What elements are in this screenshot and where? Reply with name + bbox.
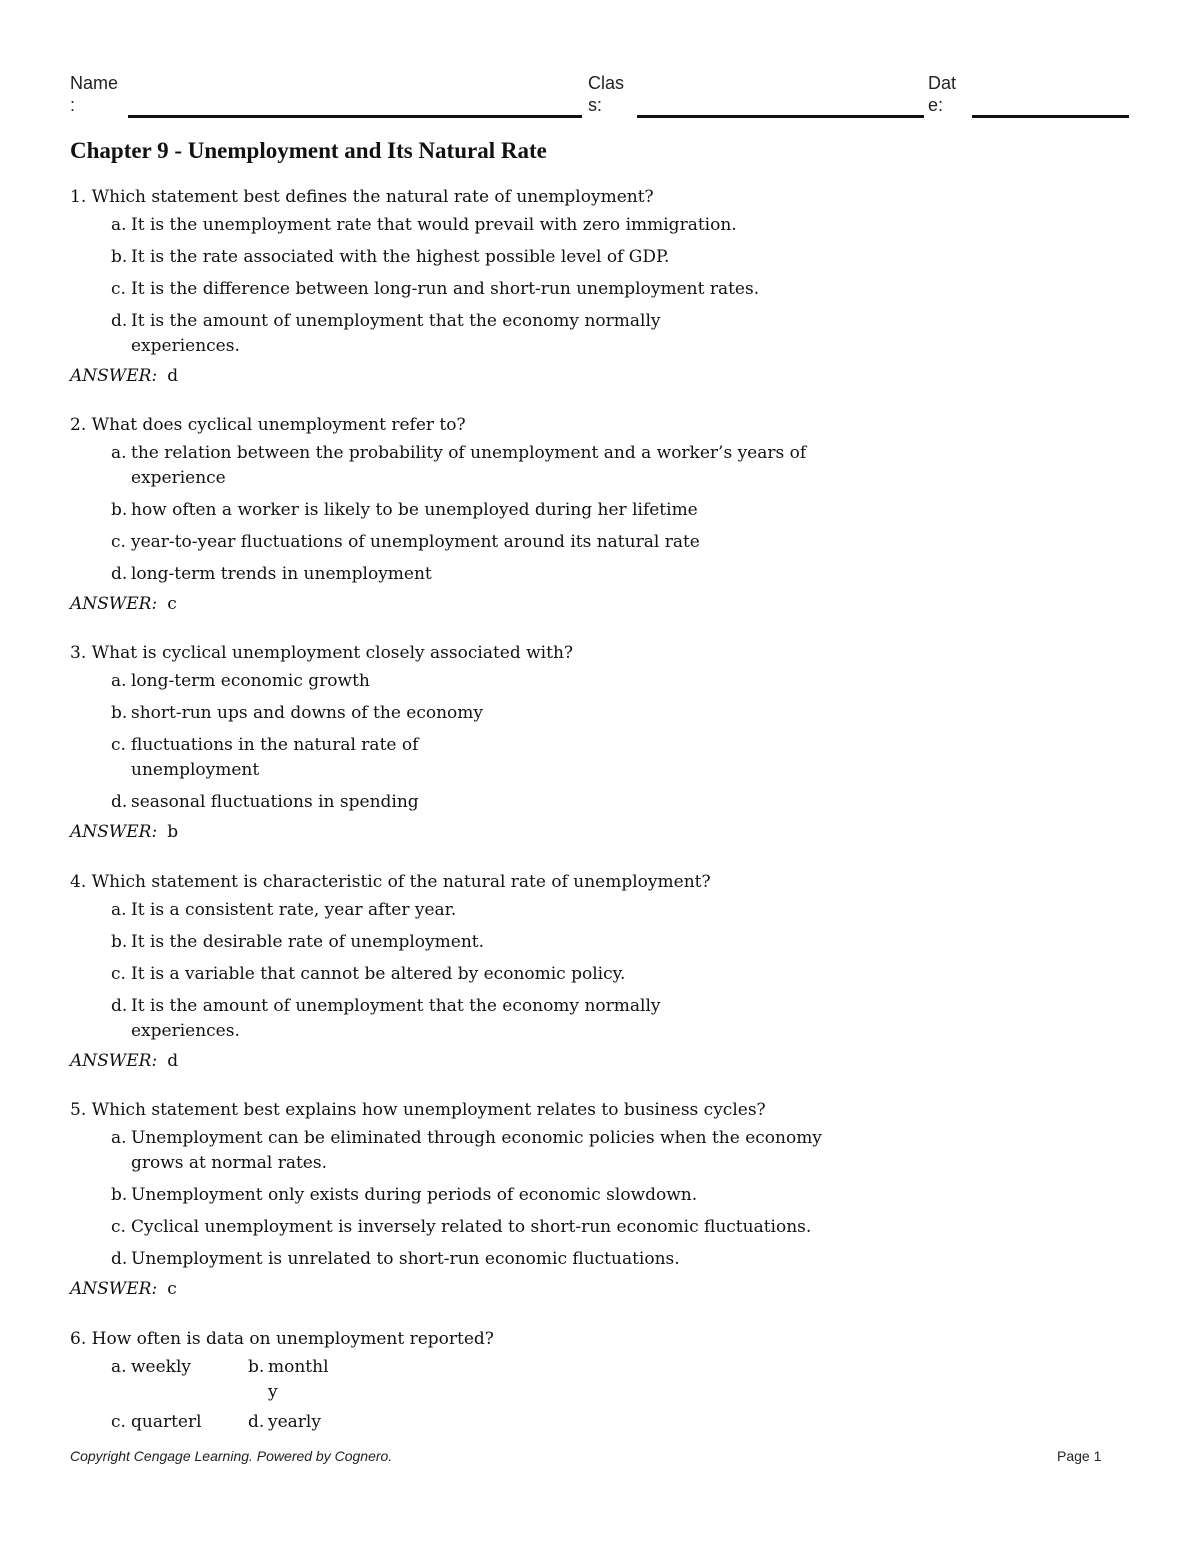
question-2 [70, 413, 970, 616]
option-b[interactable]: b. It is the rate associated with the highest possible level of GDP. [111, 247, 670, 267]
option-a[interactable]: a. weekly [111, 1357, 192, 1377]
answer-line: ANSWER: c [70, 1279, 177, 1299]
question-text: 3. What is cyclical unemployment closely associated with? [70, 643, 574, 663]
question-text: 4. Which statement is characteristic of the natural rate of unemployment? [70, 872, 711, 892]
class-label [588, 72, 624, 116]
option-c[interactable]: c. year-to-year fluctuations of unemployment around its natural rate [111, 532, 700, 552]
option-a[interactable]: a. Unemployment can be eliminated through economic policies when the economy grows at normal rates. [111, 1128, 822, 1173]
question-text: 1. Which statement best defines the natural rate of unemployment? [70, 187, 654, 207]
question-6 [70, 1327, 970, 1432]
option-c[interactable]: c. Cyclical unemployment is inversely related to short-run economic fluctuations. [111, 1217, 812, 1237]
option-b[interactable]: b. how often a worker is likely to be unemployed during her lifetime [111, 500, 698, 520]
chapter-title: Chapter 9 - Unemployment and Its Natural Rate [70, 138, 547, 163]
option-c[interactable]: c. fluctuations in the natural rate of unemployment [111, 735, 419, 780]
footer-copyright: Copyright Cengage Learning. Powered by Cognero. [70, 1448, 393, 1464]
option-d[interactable]: d. It is the amount of unemployment that the economy normally experiences. [111, 311, 661, 356]
date-label-bottom: e: [928, 95, 944, 115]
option-a[interactable]: a. It is a consistent rate, year after year. [111, 900, 457, 920]
class-label-top: Clas [588, 73, 625, 93]
answer-value: c [167, 1279, 177, 1299]
option-b[interactable]: b. short-run ups and downs of the economy [111, 703, 484, 723]
option-c[interactable]: c. quarterl [111, 1412, 202, 1432]
option-d[interactable]: d. seasonal fluctuations in spending [111, 792, 419, 812]
question-5 [70, 1098, 970, 1301]
name-label-top: Name [70, 73, 119, 93]
name-field-line[interactable] [128, 115, 582, 118]
date-label-top: Dat [928, 73, 957, 93]
date-field-line[interactable] [972, 115, 1129, 118]
option-c[interactable]: c. It is a variable that cannot be altered by economic policy. [111, 964, 626, 984]
answer-line: ANSWER: d [70, 366, 179, 386]
option-d[interactable]: d. Unemployment is unrelated to short-run economic fluctuations. [111, 1249, 680, 1269]
option-b[interactable]: b. Unemployment only exists during periods of economic slowdown. [111, 1185, 698, 1205]
question-text: 5. Which statement best explains how unemployment relates to business cycles? [70, 1100, 766, 1120]
answer-value: b [167, 822, 179, 842]
answer-line: ANSWER: b [70, 822, 179, 842]
question-text: 2. What does cyclical unemployment refer to? [70, 415, 466, 435]
question-text: 6. How often is data on unemployment reported? [70, 1329, 494, 1349]
answer-value: d [167, 366, 179, 386]
option-b[interactable]: b. It is the desirable rate of unemployment. [111, 932, 484, 952]
option-a[interactable]: a. the relation between the probability of unemployment and a worker’s years of experience [111, 443, 807, 488]
name-label-bottom: : [70, 95, 76, 115]
option-d[interactable]: d. yearly [248, 1412, 321, 1432]
option-d[interactable]: d. It is the amount of unemployment that the economy normally experiences. [111, 996, 661, 1041]
footer-page-number: Page 1 [1057, 1448, 1102, 1464]
option-a[interactable]: a. long-term economic growth [111, 671, 370, 691]
date-label [928, 72, 956, 116]
answer-line: ANSWER: c [70, 594, 177, 614]
question-3 [70, 641, 970, 844]
class-field-line[interactable] [637, 115, 924, 118]
answer-value: d [167, 1051, 179, 1071]
question-4 [70, 870, 970, 1073]
option-a[interactable]: a. It is the unemployment rate that would prevail with zero immigration. [111, 215, 737, 235]
option-b[interactable]: b. monthly [248, 1357, 329, 1402]
answer-value: c [167, 594, 177, 614]
name-label [70, 72, 118, 116]
question-1 [70, 185, 970, 388]
answer-line: ANSWER: d [70, 1051, 179, 1071]
option-c[interactable]: c. It is the difference between long-run and short-run unemployment rates. [111, 279, 760, 299]
option-d[interactable]: d. long-term trends in unemployment [111, 564, 432, 584]
class-label-bottom: s: [588, 95, 603, 115]
